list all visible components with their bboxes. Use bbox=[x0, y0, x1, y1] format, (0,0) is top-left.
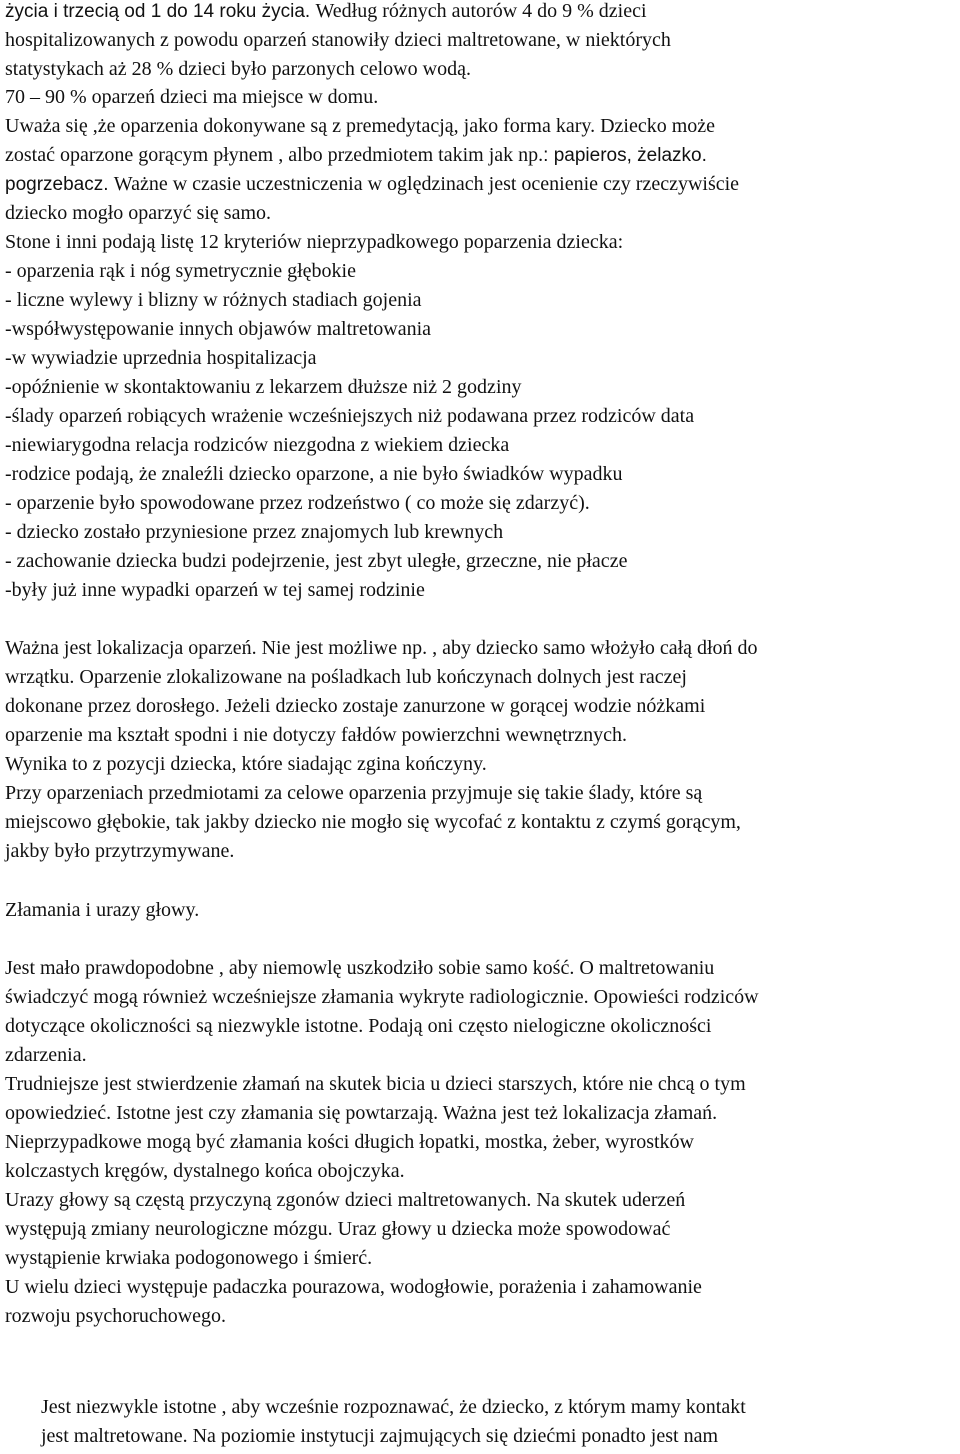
text-segment: -ślady oparzeń robiących wrażenie wcześniejszych niż podawana przez rodziców data bbox=[5, 405, 695, 427]
text-line-43 bbox=[5, 1302, 226, 1331]
text-segment: pogrzebacz. bbox=[5, 174, 114, 195]
text-line-3 bbox=[5, 55, 471, 84]
text-segment: opowiedzieć. Istotne jest czy złamania się powtarzają. Ważna jest też lokalizacja złamań. bbox=[5, 1102, 718, 1124]
text-segment: zostać oparzone gorącym płynem , albo przedmiotem takim jak np. bbox=[5, 144, 544, 166]
text-line-34 bbox=[5, 1041, 87, 1070]
text-segment: wrzątku. Oparzenie zlokalizowane na pośladkach lub kończynach dolnych jest raczej bbox=[5, 666, 687, 688]
criteria-item bbox=[5, 257, 356, 286]
text-segment: -rodzice podają, że znaleźli dziecko oparzone, a nie było świadków wypadku bbox=[5, 463, 623, 485]
text-segment: świadczyć mogą również wcześniejsze złamania wykryte radiologicznie. Opowieści rodziców bbox=[5, 986, 759, 1008]
text-segment: Wynika to z pozycji dziecka, które siadając zgina kończyny. bbox=[5, 753, 487, 775]
text-segment: Jest mało prawdopodobne , aby niemowlę uszkodziło sobie samo kość. O maltretowaniu bbox=[5, 957, 715, 979]
text-line-28 bbox=[5, 808, 741, 837]
text-segment: Nieprzypadkowe mogą być złamania kości długich łopatki, mostka, żeber, wyrostków bbox=[5, 1131, 695, 1153]
text-line-25 bbox=[5, 721, 627, 750]
text-line-2 bbox=[5, 26, 671, 55]
criteria-item bbox=[5, 315, 431, 344]
text-line-29 bbox=[5, 837, 234, 866]
text-segment: Urazy głowy są częstą przyczyną zgonów dzieci maltretowanych. Na skutek uderzeń bbox=[5, 1189, 686, 1211]
text-line-7 bbox=[5, 170, 739, 199]
text-segment: : papieros, żelazko. bbox=[543, 145, 707, 166]
text-segment: Ważna jest lokalizacja oparzeń. Nie jest możliwe np. , aby dziecko samo włożyło całą dłoń do bbox=[5, 637, 758, 659]
text-segment: - oparzenia rąk i nóg symetrycznie głębokie bbox=[5, 260, 356, 282]
text-line-9 bbox=[5, 228, 623, 257]
text-segment: -były już inne wypadki oparzeń w tej samej rodzinie bbox=[5, 579, 425, 601]
criteria-item bbox=[5, 547, 627, 576]
text-segment: - oparzenie było spowodowane przez rodzeństwo ( co może się zdarzyć). bbox=[5, 492, 590, 514]
text-segment: miejscowo głębokie, tak jakby dziecko nie mogło się wycofać z kontaktu z czymś gorącym, bbox=[5, 811, 741, 833]
criteria-item bbox=[5, 344, 317, 373]
criteria-item bbox=[5, 431, 509, 460]
text-segment: Uważa się ,że oparzenia dokonywane są z premedytacją, jako forma kary. Dziecko może bbox=[5, 115, 716, 137]
text-line-24 bbox=[5, 692, 705, 721]
text-segment: oparzenie ma kształt spodni i nie dotyczy fałdów powierzchni wewnętrznych. bbox=[5, 724, 628, 746]
text-segment: dokonane przez dorosłego. Jeżeli dziecko zostaje zanurzone w gorącej wodzie nóżkami bbox=[5, 695, 706, 717]
text-segment: Złamania i urazy głowy. bbox=[5, 899, 200, 921]
text-segment: jakby było przytrzymywane. bbox=[5, 840, 235, 862]
text-segment: - dziecko zostało przyniesione przez znajomych lub krewnych bbox=[5, 521, 504, 543]
text-segment: -opóźnienie w skontaktowaniu z lekarzem dłuższe niż 2 godziny bbox=[5, 376, 522, 398]
text-segment: Ważne w czasie uczestniczenia w oględzinach jest ocenienie czy rzeczywiście bbox=[113, 173, 740, 195]
criteria-item bbox=[5, 402, 694, 431]
text-line-22 bbox=[5, 634, 758, 663]
text-segment: życia i trzecią od 1 do 14 roku życia. bbox=[5, 1, 316, 22]
text-line-23 bbox=[5, 663, 687, 692]
text-line-36 bbox=[5, 1099, 717, 1128]
text-line-45 bbox=[41, 1422, 718, 1451]
criteria-item bbox=[5, 518, 503, 547]
text-segment: Według różnych autorów 4 do 9 % dzieci bbox=[315, 0, 647, 22]
text-line-26 bbox=[5, 750, 487, 779]
text-segment: Trudniejsze jest stwierdzenie złamań na skutek bicia u dzieci starszych, które nie chcą o tym bbox=[5, 1073, 746, 1095]
text-segment: zdarzenia. bbox=[5, 1044, 87, 1066]
text-segment: -w wywiadzie uprzednia hospitalizacja bbox=[5, 347, 317, 369]
text-segment: jest maltretowane. Na poziomie instytucji zajmujących się dziećmi ponadto jest nam bbox=[41, 1425, 719, 1447]
criteria-item bbox=[5, 576, 425, 605]
text-line-37 bbox=[5, 1128, 694, 1157]
text-line-6 bbox=[5, 141, 707, 170]
text-segment: występują zmiany neurologiczne mózgu. Uraz głowy u dziecka może spowodować bbox=[5, 1218, 671, 1240]
text-segment: - zachowanie dziecka budzi podejrzenie, jest zbyt uległe, grzeczne, nie płacze bbox=[5, 550, 628, 572]
text-segment: wystąpienie krwiaka podogonowego i śmierć. bbox=[5, 1247, 373, 1269]
text-segment: statystykach aż 28 % dzieci było parzonych celowo wodą. bbox=[5, 58, 471, 80]
text-segment: Przy oparzeniach przedmiotami za celowe oparzenia przyjmuje się takie ślady, które są bbox=[5, 782, 703, 804]
text-line-40 bbox=[5, 1215, 670, 1244]
text-line-5 bbox=[5, 112, 715, 141]
text-segment: 70 – 90 % oparzeń dzieci ma miejsce w domu. bbox=[5, 86, 379, 108]
criteria-item bbox=[5, 286, 422, 315]
criteria-item bbox=[5, 460, 623, 489]
text-line-4 bbox=[5, 83, 378, 112]
text-segment: -niewiarygodna relacja rodziców niezgodna z wiekiem dziecka bbox=[5, 434, 510, 456]
text-line-42 bbox=[5, 1273, 702, 1302]
criteria-item bbox=[5, 489, 590, 518]
text-line-32 bbox=[5, 983, 759, 1012]
text-segment: Jest niezwykle istotne , aby wcześnie rozpoznawać, że dziecko, z którym mamy kontakt bbox=[41, 1396, 746, 1418]
text-line-44 bbox=[41, 1393, 746, 1422]
text-segment: dotyczące okoliczności są niezwykle istotne. Podają oni często nielogiczne okoliczności bbox=[5, 1015, 712, 1037]
criteria-item bbox=[5, 373, 522, 402]
text-segment: -współwystępowanie innych objawów maltretowania bbox=[5, 318, 432, 340]
text-line-41 bbox=[5, 1244, 372, 1273]
text-segment: rozwoju psychoruchowego. bbox=[5, 1305, 227, 1327]
text-line-35 bbox=[5, 1070, 746, 1099]
text-line-33 bbox=[5, 1012, 711, 1041]
text-segment: Stone i inni podają listę 12 kryteriów nieprzypadkowego poparzenia dziecka: bbox=[5, 231, 624, 253]
text-line-8 bbox=[5, 199, 271, 228]
text-segment: dziecko mogło oparzyć się samo. bbox=[5, 202, 272, 224]
text-line-39 bbox=[5, 1186, 685, 1215]
text-line-38 bbox=[5, 1157, 405, 1186]
text-line-27 bbox=[5, 779, 702, 808]
text-segment: U wielu dzieci występuje padaczka pourazowa, wodogłowie, porażenia i zahamowanie bbox=[5, 1276, 702, 1298]
section-heading bbox=[5, 896, 199, 925]
text-segment: hospitalizowanych z powodu oparzeń stanowiły dzieci maltretowane, w niektórych bbox=[5, 29, 671, 51]
text-line-31 bbox=[5, 954, 714, 983]
text-segment: kolczastych kręgów, dystalnego końca obojczyka. bbox=[5, 1160, 405, 1182]
text-segment: - liczne wylewy i blizny w różnych stadiach gojenia bbox=[5, 289, 422, 311]
text-line-1 bbox=[5, 0, 647, 26]
